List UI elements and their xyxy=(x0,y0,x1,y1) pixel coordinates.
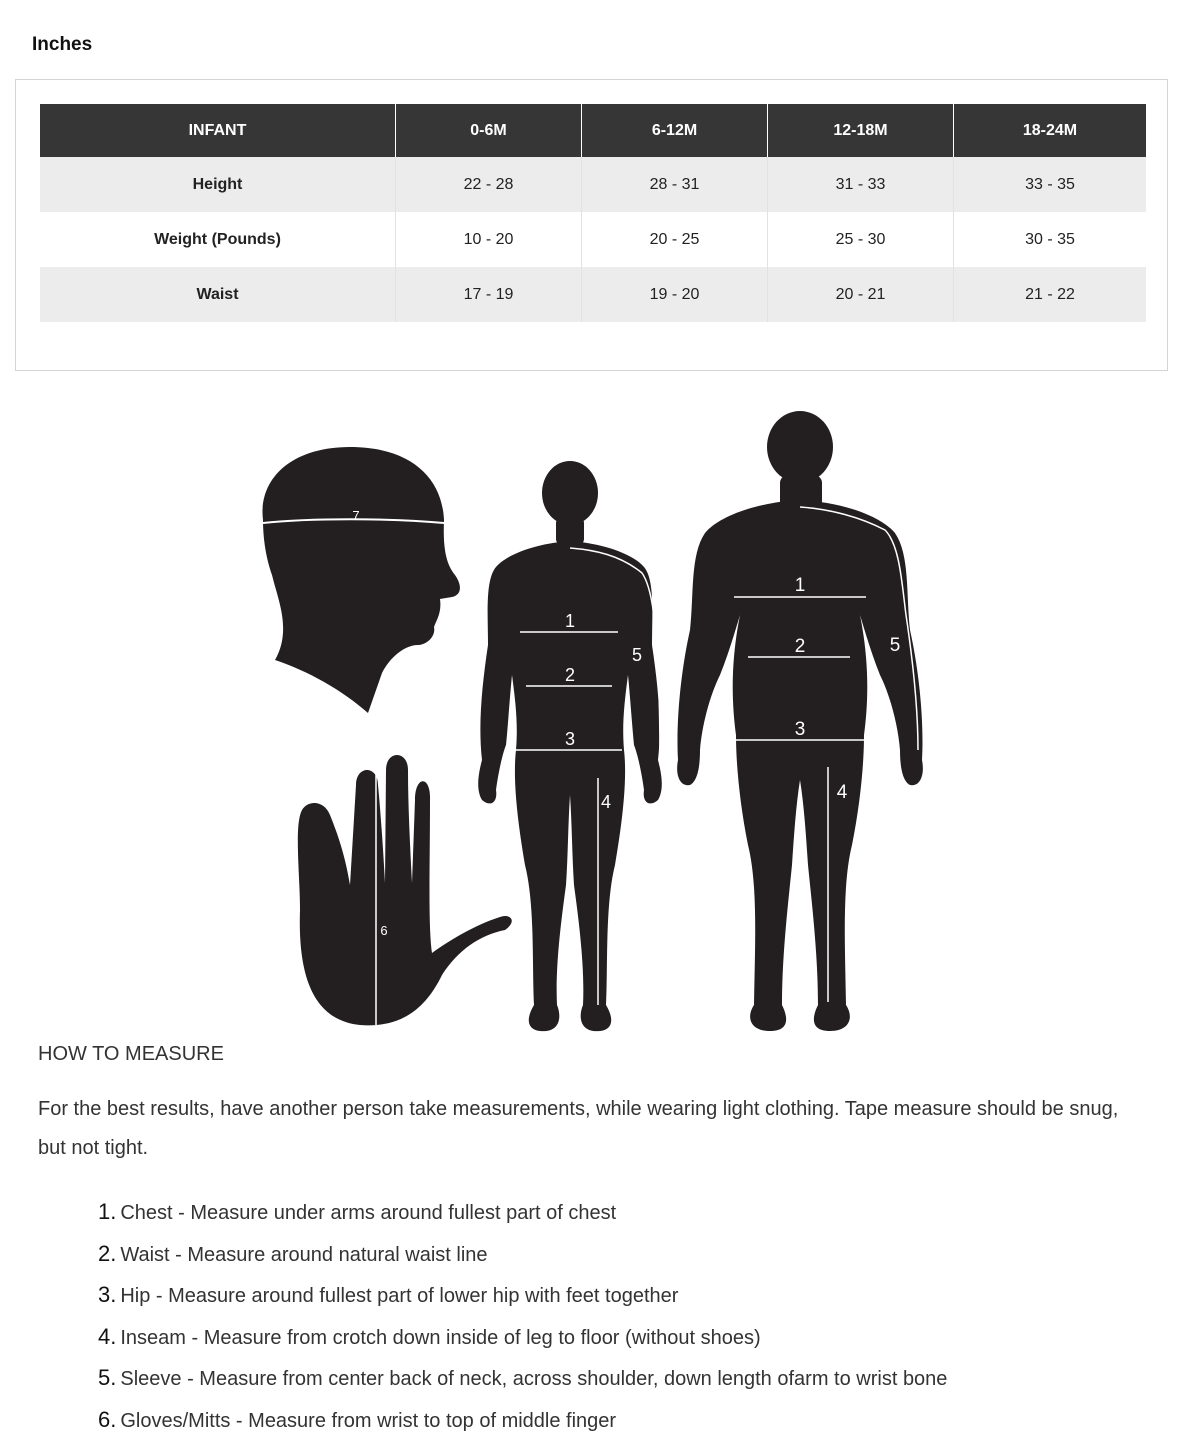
step-number: 2. xyxy=(98,1240,117,1266)
female-label-chest: 1 xyxy=(564,611,576,631)
table-cell: 25 - 30 xyxy=(768,212,954,267)
table-cell: 31 - 33 xyxy=(768,157,954,212)
female-label-waist: 2 xyxy=(564,665,576,685)
male-label-inseam: 4 xyxy=(836,782,848,803)
list-item xyxy=(98,1192,947,1234)
step-text: Gloves/Mitts - Measure from wrist to top of middle finger xyxy=(120,1409,617,1432)
table-row xyxy=(40,212,1146,267)
row-label: Weight (Pounds) xyxy=(40,212,396,267)
table-row xyxy=(40,157,1146,212)
male-label-sleeve: 5 xyxy=(889,635,901,656)
step-text: Hip - Measure around fullest part of lower hip with feet together xyxy=(120,1285,679,1307)
how-to-measure-intro: For the best results, have another person take measurements, while wearing light clothing. Tape measure should be snug, but not tight. xyxy=(38,1098,1119,1159)
table-cell: 28 - 31 xyxy=(582,157,768,212)
row-label: Waist xyxy=(40,267,396,322)
size-table xyxy=(40,104,1146,322)
table-row xyxy=(40,267,1146,322)
table-cell: 20 - 21 xyxy=(768,267,954,322)
table-cell: 10 - 20 xyxy=(396,212,582,267)
step-number: 4. xyxy=(98,1323,117,1349)
header-0-6m: 0-6M xyxy=(396,104,582,157)
step-text: Waist - Measure around natural waist line xyxy=(120,1243,488,1266)
hand-label-6: 6 xyxy=(380,923,388,938)
hand-silhouette-icon xyxy=(298,755,512,1025)
male-label-hip: 3 xyxy=(794,719,806,740)
measurement-diagram xyxy=(250,405,940,1035)
list-item xyxy=(98,1275,947,1317)
header-18-24m: 18-24M xyxy=(954,104,1147,157)
list-item xyxy=(98,1400,947,1442)
step-number: 1. xyxy=(98,1199,117,1224)
male-label-waist: 2 xyxy=(794,636,806,657)
table-cell: 19 - 20 xyxy=(582,267,768,322)
table-header-row xyxy=(40,104,1146,157)
table-cell: 17 - 19 xyxy=(396,267,582,322)
list-item xyxy=(98,1234,947,1276)
size-table-container xyxy=(15,79,1168,371)
table-cell: 33 - 35 xyxy=(954,157,1147,212)
header-infant: INFANT xyxy=(40,104,396,157)
table-cell: 30 - 35 xyxy=(954,212,1147,267)
head-silhouette-icon xyxy=(262,447,459,713)
female-label-sleeve: 5 xyxy=(631,645,643,665)
female-label-inseam: 4 xyxy=(600,792,612,812)
table-cell: 21 - 22 xyxy=(954,267,1147,322)
female-label-hip: 3 xyxy=(564,729,576,749)
step-number: 5. xyxy=(98,1365,117,1390)
male-label-chest: 1 xyxy=(794,575,806,596)
measurement-steps-list xyxy=(98,1192,947,1441)
step-text: Sleeve - Measure from center back of neck, across shoulder, down length ofarm to wrist bone xyxy=(120,1368,948,1390)
table-cell: 22 - 28 xyxy=(396,157,582,212)
step-number: 6. xyxy=(98,1406,117,1432)
header-12-18m: 12-18M xyxy=(768,104,954,157)
step-text: Inseam - Measure from crotch down inside of leg to floor (without shoes) xyxy=(120,1326,761,1349)
list-item xyxy=(98,1358,947,1400)
head-label-7: 7 xyxy=(352,508,360,523)
header-6-12m: 6-12M xyxy=(582,104,768,157)
row-label: Height xyxy=(40,157,396,212)
list-item xyxy=(98,1317,947,1359)
unit-title: Inches xyxy=(32,34,93,55)
how-to-measure-title: HOW TO MEASURE xyxy=(38,1043,224,1065)
step-number: 3. xyxy=(98,1282,117,1307)
step-text: Chest - Measure under arms around fullest part of chest xyxy=(120,1202,617,1224)
table-cell: 20 - 25 xyxy=(582,212,768,267)
